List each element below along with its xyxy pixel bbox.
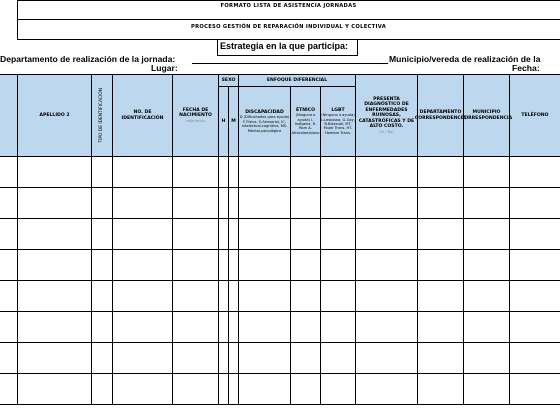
table-cell[interactable] [239,374,291,405]
table-cell[interactable] [510,157,560,188]
table-cell[interactable] [18,188,92,219]
municipality-label: Municipio/vereda de realización de la [389,54,541,64]
header-lgbt [321,87,356,157]
table-cell[interactable] [0,157,18,188]
table-cell[interactable] [229,250,239,281]
table-cell[interactable] [464,312,510,343]
header-id-number: NO. DE IDENTIFICACIÓN [113,75,173,157]
table-cell[interactable] [113,343,173,374]
table-cell[interactable] [229,188,239,219]
table-cell[interactable] [464,281,510,312]
place-label: Lugar: [151,63,178,73]
table-cell[interactable] [356,374,418,405]
table-cell[interactable] [173,250,219,281]
table-cell[interactable] [321,188,356,219]
table-cell[interactable] [92,374,113,405]
birth-date-label: FECHA DE NACIMIENTO [179,107,212,119]
date-label: Fecha: [512,63,540,73]
table-cell[interactable] [0,281,18,312]
table-cell[interactable] [418,312,464,343]
table-cell[interactable] [356,250,418,281]
table-cell[interactable] [173,374,219,405]
ethnic-title: ÉTNICO [295,107,316,113]
table-cell[interactable] [464,250,510,281]
header-phone-left [0,75,18,157]
table-cell[interactable] [510,343,560,374]
header-id-type [92,75,113,157]
table-cell[interactable] [173,343,219,374]
table-cell[interactable] [92,281,113,312]
table-cell[interactable] [173,157,219,188]
table-cell[interactable] [0,188,18,219]
table-cell[interactable] [418,281,464,312]
table-cell[interactable] [356,281,418,312]
table-cell[interactable] [229,312,239,343]
disability-title: DISCAPACIDAD [245,109,284,115]
table-cell[interactable] [356,343,418,374]
table-cell[interactable] [239,188,291,219]
table-cell[interactable] [219,250,229,281]
table-cell[interactable] [356,219,418,250]
table-cell[interactable] [510,374,560,405]
table-cell[interactable] [464,157,510,188]
table-cell[interactable] [18,281,92,312]
header-sex-h: H [219,87,229,157]
header-disability [239,87,291,157]
department-label: Departamento de realización de la jornada: [0,54,176,64]
table-cell[interactable] [229,157,239,188]
table-cell[interactable] [291,157,321,188]
table-cell[interactable] [219,312,229,343]
table-cell[interactable] [229,343,239,374]
table-cell[interactable] [464,219,510,250]
table-cell[interactable] [291,188,321,219]
table-cell[interactable] [418,188,464,219]
table-cell[interactable] [418,157,464,188]
table-cell[interactable] [229,219,239,250]
table-cell[interactable] [291,219,321,250]
table-cell[interactable] [321,157,356,188]
table-cell[interactable] [321,343,356,374]
table-cell[interactable] [239,157,291,188]
table-cell[interactable] [356,157,418,188]
lgbt-body: (Ninguno o ayuda) L-Lesbiana, G-Gay, B-Bisexual, MT-Mujer Trans, HT-Hombre Trans. [321,113,355,135]
header-birth-date [173,75,219,157]
table-cell[interactable] [219,343,229,374]
table-cell[interactable] [92,343,113,374]
header-sex: SEXO [219,75,239,87]
table-cell[interactable] [18,219,92,250]
table-cell[interactable] [219,219,229,250]
table-cell[interactable] [418,219,464,250]
table-cell[interactable] [173,219,219,250]
table-cell[interactable] [92,188,113,219]
table-cell[interactable] [321,250,356,281]
table-cell[interactable] [113,281,173,312]
header-ethnic [291,87,321,157]
table-cell[interactable] [173,281,219,312]
table-cell[interactable] [510,281,560,312]
table-cell[interactable] [321,374,356,405]
header-department: DEPARTAMENTO CORRESPONDENCIA [418,75,464,157]
table-cell[interactable] [239,343,291,374]
table-cell[interactable] [510,250,560,281]
table-cell[interactable] [239,250,291,281]
birth-date-hint: dd/mm/aa [186,118,205,123]
table-cell[interactable] [321,281,356,312]
table-cell[interactable] [0,250,18,281]
header-phone: TELÉFONO [510,75,560,157]
format-title: FORMATO LISTA DE ASISTENCIA JORNADAS [220,3,357,9]
table-cell[interactable] [239,312,291,343]
lgbt-title: LGBT [331,107,345,113]
table-cell[interactable] [321,219,356,250]
table-cell[interactable] [113,219,173,250]
table-cell[interactable] [0,343,18,374]
table-cell[interactable] [291,250,321,281]
table-cell[interactable] [464,374,510,405]
diagnosis-label: PRESENTA DIAGNÓSTICO DE ENFERMEDADES RUINOSAS, CATASTRÓFICAS Y DE ALTO COSTO. [358,97,415,130]
table-cell[interactable] [418,343,464,374]
table-cell[interactable] [18,343,92,374]
table-cell[interactable] [0,312,18,343]
table-cell[interactable] [219,281,229,312]
table-cell[interactable] [321,312,356,343]
table-cell[interactable] [92,157,113,188]
table-cell[interactable] [291,312,321,343]
table-cell[interactable] [92,250,113,281]
table-cell[interactable] [92,219,113,250]
table-cell[interactable] [219,157,229,188]
table-cell[interactable] [356,188,418,219]
table-cell[interactable] [510,219,560,250]
table-cell[interactable] [113,157,173,188]
table-cell[interactable] [219,188,229,219]
table-cell[interactable] [113,250,173,281]
table-cell[interactable] [229,374,239,405]
header-diagnosis [356,75,418,157]
table-cell[interactable] [464,343,510,374]
disability-body: D (Dificultades para ayuda) F-Física, S-Sensorial, IC-Intelectual-cognitiva, MS- Mental-psicológica [239,115,290,133]
header-differential: ENFOQUE DIFERENCIAL [239,75,356,87]
table-cell[interactable] [356,312,418,343]
table-cell[interactable] [239,219,291,250]
table-cell[interactable] [510,188,560,219]
ethnic-body: (Ninguno o ayuda) I-Indígena, R-Rom A-Afrocolombiano [291,113,320,135]
strategy-label: Estrategia en la que participa: [220,41,349,51]
table-cell[interactable] [113,312,173,343]
process-title: PROCESO GESTIÓN DE REPARACIÓN INDIVIDUAL Y COLECTIVA [190,24,387,30]
table-cell[interactable] [418,250,464,281]
table-cell[interactable] [18,157,92,188]
diagnosis-hint: (Si / No) [379,129,394,134]
header-municipality: MUNICIPIO CORRESPONDENCIA [464,75,510,157]
table-cell[interactable] [18,374,92,405]
table-cell[interactable] [418,374,464,405]
table-cell[interactable] [92,312,113,343]
table-cell[interactable] [18,312,92,343]
table-cell[interactable] [173,312,219,343]
table-cell[interactable] [464,188,510,219]
table-cell[interactable] [0,374,18,405]
table-cell[interactable] [239,281,291,312]
table-cell[interactable] [510,312,560,343]
table-cell[interactable] [291,281,321,312]
table-cell[interactable] [219,374,229,405]
header-id-type-text: TIPO DE IDENTIFICACIÓN [99,88,105,143]
table-cell[interactable] [113,374,173,405]
table-cell[interactable] [113,188,173,219]
header-surname: APELLIDO 2 [18,75,92,157]
table-cell[interactable] [0,219,18,250]
table-cell[interactable] [291,374,321,405]
table-cell[interactable] [18,250,92,281]
table-cell[interactable] [229,281,239,312]
table-cell[interactable] [291,343,321,374]
table-cell[interactable] [173,188,219,219]
header-sex-m: M [229,87,239,157]
